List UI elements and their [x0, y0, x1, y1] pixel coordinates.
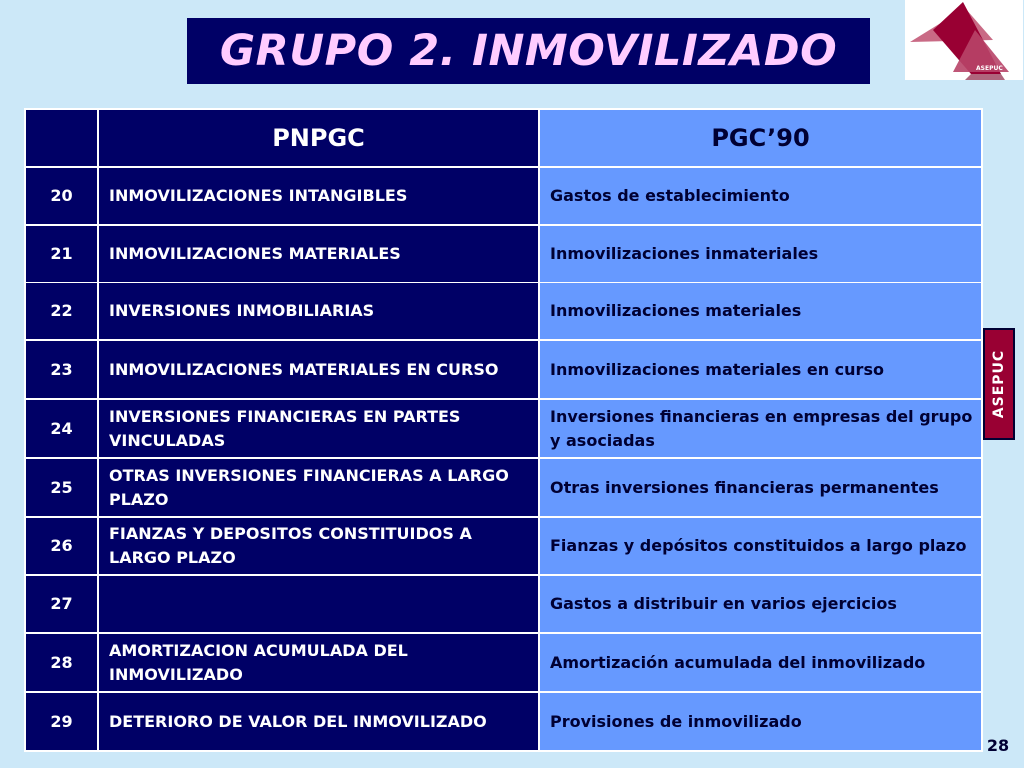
- pnpgc-cell-text: INMOVILIZACIONES MATERIALES: [109, 244, 401, 263]
- page-title: GRUPO 2. INMOVILIZADO: [219, 26, 838, 76]
- asepuc-logo: [905, 0, 1023, 80]
- pgc90-cell-text: Inversiones financieras en empresas del grupo y asociadas: [550, 406, 973, 450]
- pnpgc-cell: [99, 400, 538, 457]
- pgc90-cell: [540, 459, 981, 516]
- pnpgc-cell-text: FIANZAS Y DEPOSITOS CONSTITUIDOS A LARGO PLAZO: [109, 524, 472, 567]
- header-pgc90-cell: [540, 110, 981, 166]
- pgc90-cell-text: Amortización acumulada del inmovilizado: [550, 652, 926, 672]
- pgc90-cell-text: Inmovilizaciones materiales: [550, 301, 802, 320]
- pnpgc-cell-text: INVERSIONES FINANCIERAS EN PARTES VINCULADAS: [109, 406, 461, 450]
- header-pnpgc-cell-text: PNPGC: [272, 124, 365, 152]
- pnpgc-cell: [99, 518, 538, 574]
- code-cell-text: 21: [50, 244, 73, 263]
- code-cell-text: 24: [50, 418, 73, 438]
- code-cell: [26, 693, 97, 750]
- table-row: [24, 693, 983, 750]
- pnpgc-cell-text: AMORTIZACION ACUMULADA DEL INMOVILIZADO: [109, 640, 408, 684]
- pgc90-cell-text: Otras inversiones financieras permanentes: [550, 477, 939, 497]
- pnpgc-cell: [99, 459, 538, 516]
- pgc90-cell-text: Gastos de establecimiento: [550, 186, 790, 205]
- pnpgc-cell-text: OTRAS INVERSIONES FINANCIERAS A LARGO PLAZO: [109, 465, 509, 509]
- table-row: [24, 518, 983, 574]
- table-row: [24, 226, 983, 282]
- code-cell-text: 29: [50, 711, 73, 731]
- table-row: [24, 576, 983, 632]
- code-cell-text: 23: [50, 359, 73, 379]
- table-row: [24, 341, 983, 398]
- logo-text: ASEPUC: [976, 65, 1003, 72]
- header-pgc90-cell-text: PGC’90: [711, 124, 810, 152]
- pgc90-cell-text: Provisiones de inmovilizado: [550, 711, 802, 731]
- pgc90-cell: [540, 693, 981, 750]
- code-cell-text: 20: [50, 186, 73, 205]
- pnpgc-cell: [99, 693, 538, 750]
- pgc90-cell: [540, 168, 981, 224]
- code-cell: [26, 634, 97, 691]
- pgc90-cell: [540, 226, 981, 282]
- pgc90-cell-text: Fianzas y depósitos constituidos a largo plazo: [550, 536, 967, 555]
- pnpgc-cell-text: INMOVILIZACIONES INTANGIBLES: [109, 186, 408, 205]
- accounts-table-frame: [24, 108, 983, 752]
- header-code-cell: [26, 110, 97, 166]
- pgc90-cell: [540, 283, 981, 339]
- pgc90-cell: [540, 634, 981, 691]
- pgc90-cell-text: Inmovilizaciones materiales en curso: [550, 359, 884, 379]
- code-cell: [26, 283, 97, 339]
- pnpgc-cell: [99, 576, 538, 632]
- code-cell: [26, 226, 97, 282]
- table-row: [24, 459, 983, 516]
- table-row: [24, 634, 983, 691]
- side-badge: [983, 328, 1015, 440]
- pnpgc-cell: [99, 283, 538, 339]
- code-cell: [26, 341, 97, 398]
- code-cell-text: 28: [50, 652, 73, 672]
- pnpgc-cell-text: DETERIORO DE VALOR DEL INMOVILIZADO: [109, 711, 487, 731]
- code-cell-text: 26: [50, 536, 73, 555]
- table-row: [24, 168, 983, 224]
- table-row: [24, 283, 983, 339]
- pgc90-cell-text: Gastos a distribuir en varios ejercicios: [550, 594, 897, 613]
- pgc90-cell: [540, 518, 981, 574]
- code-cell: [26, 518, 97, 574]
- code-cell-text: 25: [50, 477, 73, 497]
- asepuc-logo-icon: [905, 0, 1023, 80]
- page-number: 28: [986, 736, 1010, 755]
- pgc90-cell: [540, 400, 981, 457]
- table-header-row: [24, 110, 983, 166]
- pgc90-cell: [540, 576, 981, 632]
- header-pnpgc-cell: [99, 110, 538, 166]
- code-cell: [26, 459, 97, 516]
- pnpgc-cell-text: INMOVILIZACIONES MATERIALES EN CURSO: [109, 359, 499, 379]
- pnpgc-cell: [99, 226, 538, 282]
- pgc90-cell-text: Inmovilizaciones inmateriales: [550, 244, 819, 263]
- side-badge-text: ASEPUC: [991, 349, 1008, 419]
- code-cell: [26, 168, 97, 224]
- pgc90-cell: [540, 341, 981, 398]
- title-banner: [187, 18, 870, 84]
- pnpgc-cell-text: INVERSIONES INMOBILIARIAS: [109, 301, 375, 320]
- code-cell-text: 27: [50, 594, 73, 613]
- table-row: [24, 400, 983, 457]
- pnpgc-cell: [99, 341, 538, 398]
- code-cell: [26, 400, 97, 457]
- code-cell-text: 22: [50, 301, 73, 320]
- pnpgc-cell: [99, 168, 538, 224]
- code-cell: [26, 576, 97, 632]
- pnpgc-cell: [99, 634, 538, 691]
